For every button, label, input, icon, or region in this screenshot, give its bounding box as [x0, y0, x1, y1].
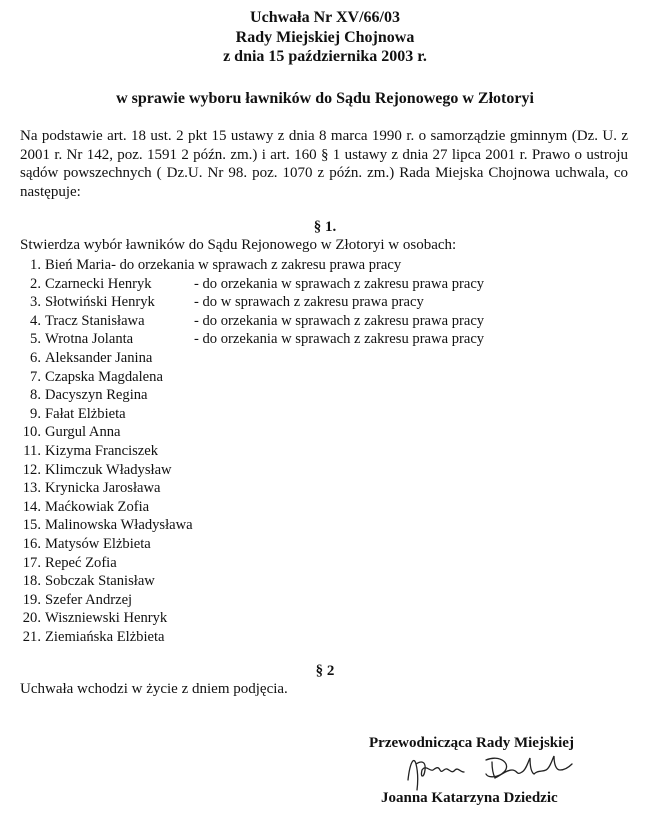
list-item	[18, 628, 484, 647]
legal-basis-paragraph: Na podstawie art. 18 ust. 2 pkt 15 ustawy z dnia 8 marca 1990 r. o samorządzie gminnym (Dz. U. z 2001 r. Nr 142, poz. 1591 2 późn. zm.) i art. 160 § 1 ustawy z dnia 27 lipca 2001 r. Prawo o ustroju sądów powszechnych ( Dz.U. Nr 98. poz. 1070 z późn. zm.) Rada Miejska Chojnowa uchwala, co następuje:	[20, 128, 628, 200]
list-item	[18, 609, 484, 628]
juror-name: Czarnecki Henryk	[45, 275, 152, 292]
list-item	[18, 293, 484, 312]
list-item	[18, 516, 484, 535]
list-item-number: 5.	[30, 331, 41, 348]
list-item	[18, 423, 484, 442]
juror-name: Wiszniewski Henryk	[45, 610, 168, 627]
juror-list	[18, 256, 484, 646]
list-item	[18, 461, 484, 480]
list-item-number: 4.	[30, 312, 41, 329]
list-item	[18, 554, 484, 573]
juror-name: Kizyma Franciszek	[45, 442, 159, 459]
juror-name: Ziemiańska Elżbieta	[45, 628, 165, 645]
juror-name: Szefer Andrzej	[45, 591, 133, 608]
list-item	[18, 442, 484, 461]
list-item-number: 18.	[22, 573, 41, 590]
resolution-number: Uchwała Nr XV/66/03	[250, 9, 400, 26]
juror-assignment-note: - do orzekania w sprawach z zakresu prawa pracy	[111, 257, 402, 273]
juror-name: Fałat Elżbieta	[45, 405, 126, 422]
list-item-number: 21.	[22, 628, 41, 645]
list-item	[18, 368, 484, 387]
juror-name: Wrotna Jolanta	[45, 331, 134, 348]
juror-name: Tracz Stanisława	[45, 312, 145, 329]
juror-name: Gurgul Anna	[45, 424, 121, 441]
list-item	[18, 498, 484, 517]
juror-assignment-note: - do w sprawach z zakresu prawa pracy	[194, 294, 424, 311]
list-item	[18, 479, 484, 498]
signatory-title: Przewodnicząca Rady Miejskiej	[369, 735, 574, 751]
list-item-number: 7.	[30, 368, 41, 385]
list-item-number: 15.	[22, 517, 41, 534]
juror-name: Bień Maria	[45, 257, 112, 273]
document-header	[0, 8, 650, 67]
list-item-number: 9.	[30, 405, 41, 422]
list-item	[18, 312, 484, 331]
signatory-name: Joanna Katarzyna Dziedzic	[381, 790, 558, 806]
list-item	[18, 349, 484, 368]
list-item-number: 3.	[30, 294, 41, 311]
section-1-heading: § 1.	[313, 219, 337, 235]
list-item-number: 6.	[30, 349, 41, 366]
list-item-number: 12.	[22, 461, 41, 478]
juror-assignment-note: - do orzekania w sprawach z zakresu prawa pracy	[194, 331, 485, 348]
juror-name: Malinowska Władysława	[45, 517, 193, 534]
list-item-number: 2.	[30, 275, 41, 292]
list-item-number: 19.	[22, 591, 41, 608]
list-item-number: 10.	[22, 424, 41, 441]
juror-assignment-note: - do orzekania w sprawach z zakresu prawa pracy	[194, 312, 485, 329]
list-item-number: 8.	[30, 387, 41, 404]
section-2-text: Uchwała wchodzi w życie z dniem podjęcia.	[20, 681, 288, 697]
juror-name: Dacyszyn Regina	[45, 387, 148, 404]
list-item-number: 17.	[22, 554, 41, 571]
list-item	[18, 572, 484, 591]
juror-name: Aleksander Janina	[45, 349, 153, 366]
list-item-number: 11.	[23, 442, 41, 459]
handwritten-signature	[400, 750, 580, 795]
list-item-number: 16.	[22, 535, 41, 552]
juror-name: Repeć Zofia	[45, 554, 117, 571]
juror-name: Sobczak Stanisław	[45, 573, 155, 590]
list-item-number: 14.	[22, 498, 41, 515]
juror-name: Krynicka Jarosława	[45, 480, 161, 497]
juror-assignment-note: - do orzekania w sprawach z zakresu prawa pracy	[194, 275, 485, 292]
list-item	[18, 275, 484, 294]
juror-name: Czapska Magdalena	[45, 368, 163, 385]
list-item	[18, 256, 484, 275]
council-name: Rady Miejskiej Chojnowa	[235, 28, 415, 46]
juror-name: Matysów Elżbieta	[45, 535, 151, 552]
resolution-date: z dnia 15 października 2003 r.	[223, 48, 427, 65]
list-item	[18, 591, 484, 610]
list-item-number: 13.	[22, 480, 41, 497]
resolution-subject: w sprawie wyboru ławników do Sądu Rejonowego w Złotoryi	[116, 90, 534, 107]
list-item-number: 20.	[22, 610, 41, 627]
juror-name: Słotwiński Henryk	[45, 294, 155, 311]
juror-name: Klimczuk Władysław	[45, 461, 172, 478]
list-item-number: 1.	[30, 257, 41, 273]
list-item	[18, 386, 484, 405]
section-1-lead: Stwierdza wybór ławników do Sądu Rejonowego w Złotoryi w osobach:	[20, 237, 457, 253]
list-item	[18, 535, 484, 554]
list-item	[18, 405, 484, 424]
juror-name: Maćkowiak Zofia	[45, 498, 150, 515]
list-item	[18, 330, 484, 349]
section-2-heading: § 2	[315, 663, 335, 679]
